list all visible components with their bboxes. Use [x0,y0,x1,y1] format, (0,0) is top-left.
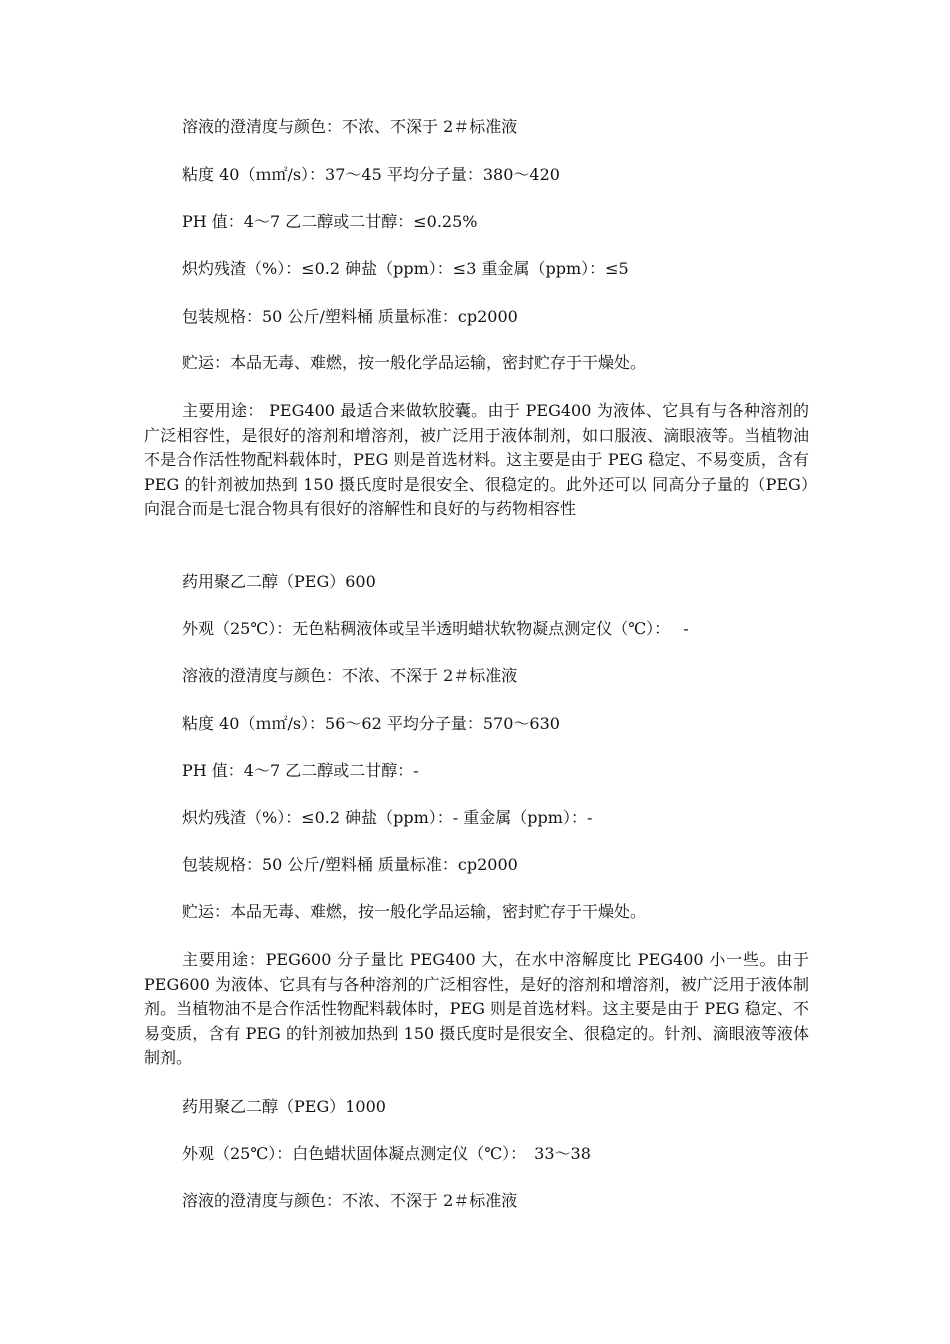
usage-paragraph-600: 主要用途：PEG600 分子量比 PEG400 大，在水中溶解度比 PEG400 小一些。由于 PEG600 为液体、它具有与各种溶剂的广泛相容性，是好的溶剂和增溶剂，被广泛用于液体制剂。当植物油不是合作活性物配料载体时，PEG 则是首选材料。这主要是由于 PEG 稳定、不易变质，含有 PEG 的针剂被加热到 150 摄氏度时是很安全、很稳定的。针剂、滴眼液等液体制剂。 [144,950,809,1067]
spec-ph-400: PH 值：4～7 乙二醇或二甘醇：≤0.25% [182,212,478,231]
spec-clarity-400: 溶液的澄清度与颜色：不浓、不深于 2＃标准液 [182,117,518,136]
spec-clarity-600: 溶液的澄清度与颜色：不浓、不深于 2＃标准液 [182,666,518,685]
spec-ph-600: PH 值：4～7 乙二醇或二甘醇：- [182,761,419,780]
spec-packaging-400: 包装规格：50 公斤/塑料桶 质量标准：cp2000 [182,307,518,326]
spec-appearance-1000: 外观（25℃）：白色蜡状固体凝点测定仪（℃）： 33～38 [182,1144,591,1163]
spec-storage-400: 贮运：本品无毒、难燃，按一般化学品运输，密封贮存于干燥处。 [182,353,647,372]
spec-clarity-1000: 溶液的澄清度与颜色：不浓、不深于 2＃标准液 [182,1191,518,1210]
product-heading-1000: 药用聚乙二醇（PEG）1000 [182,1097,386,1116]
spec-appearance-600: 外观（25℃）：无色粘稠液体或呈半透明蜡状软物凝点测定仪（℃）： - [182,619,689,638]
spec-viscosity-600: 粘度 40（ｍ㎡/s）：56～62 平均分子量：570～630 [182,714,560,733]
usage-paragraph-400: 主要用途： PEG400 最适合来做软胶囊。由于 PEG400 为液体、它具有与各种溶剂的广泛相容性，是很好的溶剂和增溶剂，被广泛用于液体制剂，如口服液、滴眼液等。当植物油不是合作活性物配料载体时，PEG 则是首选材料。这主要是由于 PEG 稳定、不易变质，含有 PEG 的针剂被加热到 150 摄氏度时是很安全、很稳定的。此外还可以 同高分子量的（PEG）向混合而是七混合物具有很好的溶解性和良好的与药物相容性 [144,401,809,518]
spec-viscosity-400: 粘度 40（ｍ㎡/s）：37～45 平均分子量：380～420 [182,165,560,184]
spec-storage-600: 贮运：本品无毒、难燃，按一般化学品运输，密封贮存于干燥处。 [182,902,647,921]
spec-residue-600: 炽灼残渣（%）：≤0.2 砷盐（ppm）：- 重金属（ppm）：- [182,808,593,827]
product-heading-600: 药用聚乙二醇（PEG）600 [182,572,376,591]
spec-residue-400: 炽灼残渣（%）：≤0.2 砷盐（ppm）：≤3 重金属（ppm）：≤5 [182,259,629,278]
spec-packaging-600: 包装规格：50 公斤/塑料桶 质量标准：cp2000 [182,855,518,874]
